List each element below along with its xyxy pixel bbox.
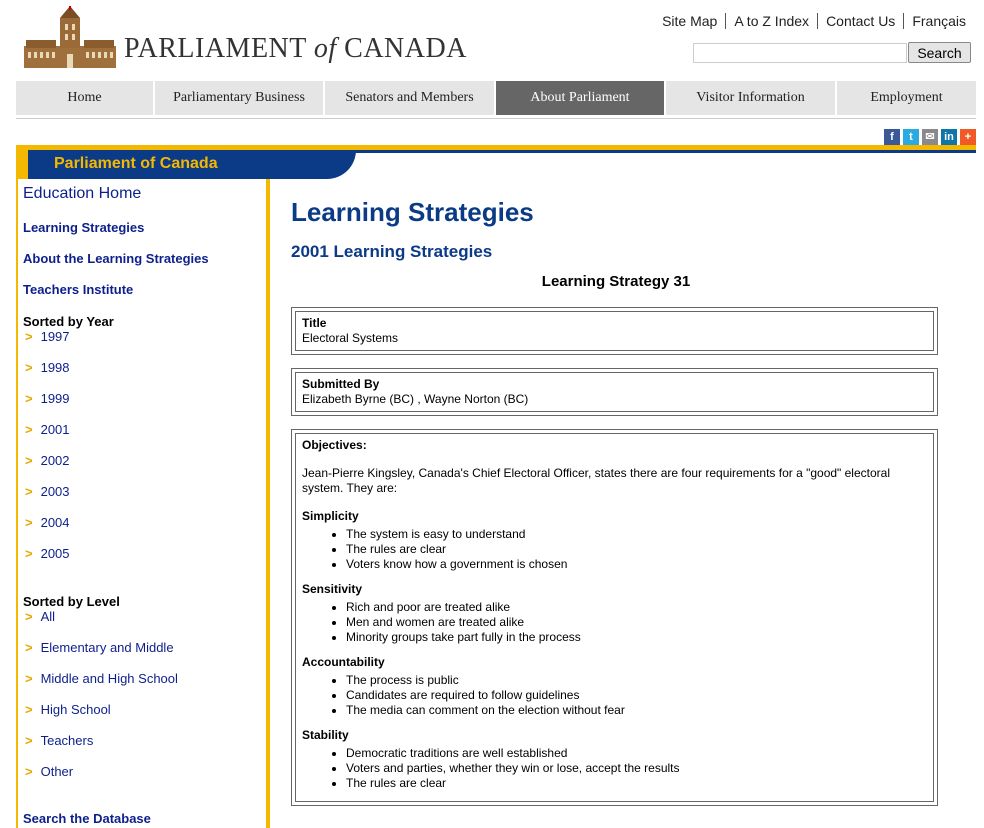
facebook-icon[interactable]: f xyxy=(884,129,900,145)
section-title: Parliament of Canada xyxy=(54,155,218,172)
search-database-link[interactable]: Search the Database xyxy=(23,811,151,826)
site-title: PARLIAMENT of CANADA xyxy=(124,33,467,64)
contact-us-link[interactable]: Contact Us xyxy=(817,13,903,29)
year-link-2002[interactable]: > 2002 xyxy=(25,453,70,468)
level-link-high-school[interactable]: > High School xyxy=(25,702,111,717)
title-value: Electoral Systems xyxy=(302,331,399,345)
objectives-intro: Jean-Pierre Kingsley, Canada's Chief Electoral Officer, states there are four requirements for a "good" electoral system. They are: xyxy=(302,466,890,495)
nav-parliamentary-business[interactable]: Parliamentary Business xyxy=(155,81,325,115)
section-tab-accent xyxy=(16,150,28,179)
chevron-right-icon: > xyxy=(25,360,33,375)
social-share xyxy=(884,129,976,145)
list-item: • Candidates are required to follow guidelines xyxy=(346,688,927,703)
level-link-elementary-and-middle[interactable]: > Elementary and Middle xyxy=(25,640,174,655)
chevron-right-icon: > xyxy=(25,329,33,344)
submitted-by-label: Submitted By xyxy=(302,377,380,391)
chevron-right-icon: > xyxy=(25,391,33,406)
francais-link[interactable]: Français xyxy=(903,13,966,29)
year-link-1999[interactable]: > 1999 xyxy=(25,391,70,406)
chevron-right-icon: > xyxy=(25,733,33,748)
category-heading: Simplicity xyxy=(302,509,359,523)
level-link-teachers[interactable]: > Teachers xyxy=(25,733,94,748)
chevron-right-icon: > xyxy=(25,640,33,655)
chevron-right-icon: > xyxy=(25,422,33,437)
category-list xyxy=(302,527,927,572)
year-link-2005[interactable]: > 2005 xyxy=(25,546,70,561)
list-item: • The system is easy to understand xyxy=(346,527,927,542)
strategy-heading: Learning Strategy 31 xyxy=(541,273,691,290)
level-link-middle-and-high-school[interactable]: > Middle and High School xyxy=(25,671,178,686)
title-label: Title xyxy=(302,316,327,330)
nav-visitor-information[interactable]: Visitor Information xyxy=(666,81,837,115)
chevron-right-icon: > xyxy=(25,671,33,686)
sidebar-right-rule xyxy=(266,179,270,828)
a-to-z-index-link[interactable]: A to Z Index xyxy=(725,13,817,29)
submitted-by-value: Elizabeth Byrne (BC) , Wayne Norton (BC) xyxy=(302,392,529,406)
linkedin-icon[interactable]: in xyxy=(941,129,957,145)
sidebar-link-teachers-institute[interactable]: Teachers Institute xyxy=(23,282,134,297)
list-item: • The process is public xyxy=(346,673,927,688)
main-nav xyxy=(16,81,976,116)
chevron-right-icon: > xyxy=(25,764,33,779)
year-link-1998[interactable]: > 1998 xyxy=(25,360,70,375)
sidebar-link-learning-strategies[interactable]: Learning Strategies xyxy=(23,220,145,235)
chevron-right-icon: > xyxy=(25,546,33,561)
site-map-link[interactable]: Site Map xyxy=(662,13,718,29)
sidebar-left-rule xyxy=(16,179,18,828)
category-list xyxy=(302,600,927,645)
page-title: Learning Strategies xyxy=(291,197,534,227)
nav-senators-and-members[interactable]: Senators and Members xyxy=(325,81,496,115)
chevron-right-icon: > xyxy=(25,609,33,624)
page-subtitle: 2001 Learning Strategies xyxy=(291,242,493,261)
list-item: • Men and women are treated alike xyxy=(346,615,927,630)
search-input[interactable] xyxy=(693,43,907,63)
list-item: • The rules are clear xyxy=(346,776,927,791)
sidebar-link-about-learning-strategies[interactable]: About the Learning Strategies xyxy=(23,251,209,266)
email-icon[interactable]: ✉ xyxy=(922,129,938,145)
objectives-box xyxy=(291,429,938,806)
search-button[interactable]: Search xyxy=(908,42,971,63)
parliament-logo[interactable] xyxy=(24,4,467,68)
list-item: • The media can comment on the election without fear xyxy=(346,703,927,718)
category-heading: Accountability xyxy=(302,655,385,669)
objectives-label: Objectives: xyxy=(302,438,367,452)
category-list xyxy=(302,746,927,791)
year-link-2003[interactable]: > 2003 xyxy=(25,484,70,499)
chevron-right-icon: > xyxy=(25,453,33,468)
parliament-building-icon xyxy=(24,6,116,68)
list-item: • Minority groups take part fully in the process xyxy=(346,630,927,645)
list-item: • Democratic traditions are well established xyxy=(346,746,927,761)
category-list xyxy=(302,673,927,718)
list-item: • Voters know how a government is chosen xyxy=(346,557,927,572)
year-link-2001[interactable]: > 2001 xyxy=(25,422,70,437)
nav-employment[interactable]: Employment xyxy=(837,81,976,115)
education-home-link[interactable]: Education Home xyxy=(23,185,142,202)
twitter-icon[interactable]: t xyxy=(903,129,919,145)
utility-links xyxy=(654,13,966,29)
category-heading: Stability xyxy=(302,728,349,742)
nav-divider xyxy=(16,118,976,119)
nav-home[interactable]: Home xyxy=(16,81,155,115)
level-link-other[interactable]: > Other xyxy=(25,764,74,779)
chevron-right-icon: > xyxy=(25,702,33,717)
chevron-right-icon: > xyxy=(25,515,33,530)
nav-about-parliament[interactable]: About Parliament xyxy=(496,81,666,115)
plus-icon[interactable]: + xyxy=(960,129,976,145)
sorted-by-level-heading: Sorted by Level xyxy=(23,594,120,609)
list-item: • The rules are clear xyxy=(346,542,927,557)
year-link-2004[interactable]: > 2004 xyxy=(25,515,70,530)
list-item: • Rich and poor are treated alike xyxy=(346,600,927,615)
category-heading: Sensitivity xyxy=(302,582,363,596)
title-box xyxy=(291,307,938,355)
chevron-right-icon: > xyxy=(25,484,33,499)
sorted-by-year-heading: Sorted by Year xyxy=(23,314,114,329)
list-item: • Voters and parties, whether they win or lose, accept the results xyxy=(346,761,927,776)
submitted-by-box xyxy=(291,368,938,416)
year-link-1997[interactable]: > 1997 xyxy=(25,329,70,344)
level-link-all[interactable]: > All xyxy=(25,609,56,624)
